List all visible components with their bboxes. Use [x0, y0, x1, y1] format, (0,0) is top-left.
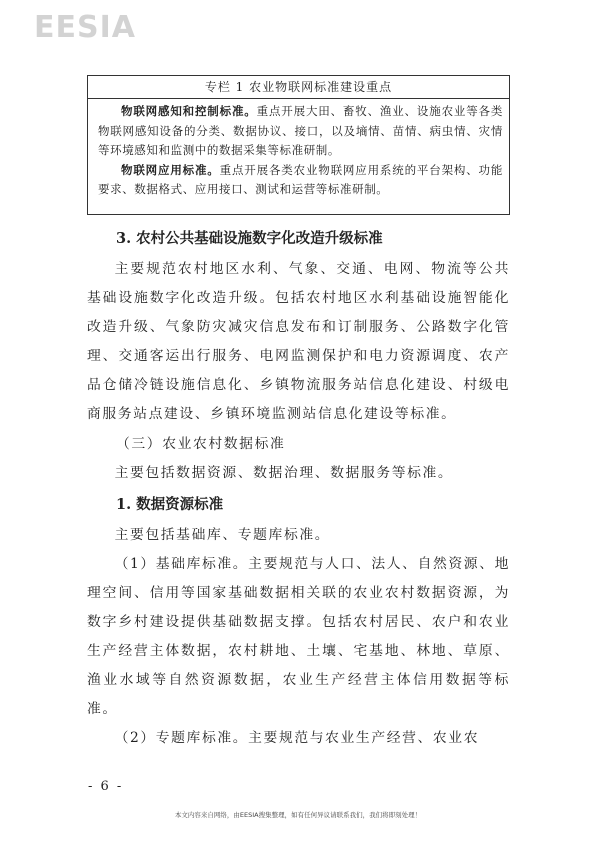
main-content — [87, 222, 510, 753]
footer-note: 本文内容来自网络，由EESIA搜集整理，如有任何异议请联系我们，我们将即刻处理！ — [174, 811, 422, 819]
paragraph-rural-infrastructure: 主要规范农村地区水利、气象、交通、电网、物流等公共基础设施数字化改造升级。包括农村地区水利基础设施智能化改造升级、气象防灾减灾信息发布和订制服务、公路数字化管理、交通客运出行服务、电网监测保护和电力资源调度、农产品仓储冷链设施信息化、乡镇物流服务站信息化建设、村级电商服务站点建设、乡镇环境监测站信息化建设等标准。 — [87, 261, 510, 422]
feature-item-lead: 物联网应用标准。 — [121, 162, 220, 177]
eesia-logo: EESIA — [34, 10, 136, 45]
paragraph-data-resources: 主要包括基础库、专题库标准。 — [114, 527, 331, 543]
feature-box-body — [88, 99, 509, 200]
paragraph-data-standards: 主要包括数据资源、数据治理、数据服务等标准。 — [114, 465, 454, 481]
paragraph-topic-library: （2）专题库标准。主要规范与农业生产经营、农业农 — [114, 730, 480, 746]
page-number: - 6 - — [88, 779, 124, 794]
feature-item-lead: 物联网感知和控制标准。 — [121, 104, 257, 118]
section-title-data-standards: （三）农业农村数据标准 — [116, 436, 286, 452]
heading-data-resources: 1. 数据资源标准 — [116, 496, 224, 513]
feature-item-text: 重点开展各类农业物联网应用系统的平台架构、功能要求、数据格式、应用接口、测试和运营等标准研制。 — [98, 162, 503, 196]
feature-item — [98, 102, 503, 161]
heading-rural-infrastructure: 3. 农村公共基础设施数字化改造升级标准 — [116, 230, 383, 247]
feature-box — [87, 75, 510, 215]
feature-item — [98, 161, 503, 200]
feature-box-title: 专栏 1 农业物联网标准建设重点 — [88, 76, 509, 99]
paragraph-base-library: （1）基础库标准。主要规范与人口、法人、自然资源、地理空间、信用等国家基础数据相关联的农业农村数据资源，为数字乡村建设提供基础数据支撑。包括农村居民、农户和农业生产经营主体数据，农村耕地、土壤、宅基地、林地、草原、渔业水域等自然资源数据，农业生产经营主体信用数据等标准。 — [87, 556, 510, 717]
feature-item-text: 重点开展大田、畜牧、渔业、设施农业等各类物联网感知设备的分类、数据协议、接口，以及墒情、苗情、病虫情、灾情等环境感知和监测中的数据采集等标准研制。 — [98, 104, 503, 157]
